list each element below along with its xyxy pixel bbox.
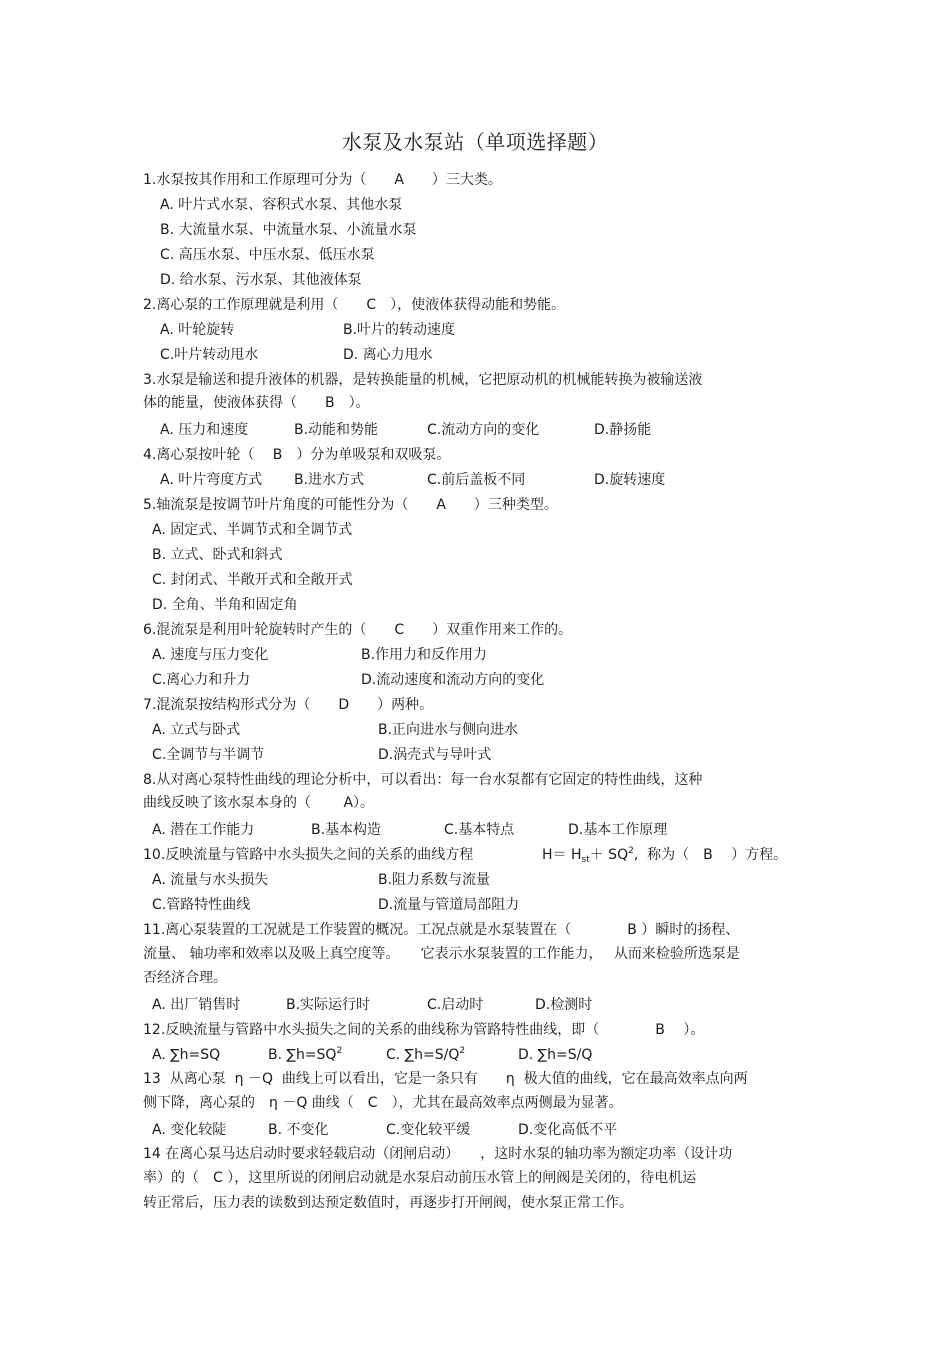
option-d: D.静扬能 xyxy=(594,422,652,438)
question-stem-cont: 流量、 轴功率和效率以及吸上真空度等。 它表示水泵装置的工作能力， 从而来检验所选泵是 xyxy=(143,946,740,962)
option-c: C. 封闭式、半敞开式和全敞开式 xyxy=(152,572,353,588)
option-b: B.实际运行时 xyxy=(286,997,371,1013)
question-stem-cont: 转正常后，压力表的读数到达预定数值时，再逐步打开闸阀，使水泵正常工作。 xyxy=(143,1195,633,1211)
option-d: D.基本工作原理 xyxy=(568,822,668,838)
option-a: A. 叶片弯度方式 xyxy=(160,472,263,488)
question-stem: 12.反映流量与管路中水头损失之间的关系的曲线称为管路特性曲线，即（ B ）。 xyxy=(143,1022,705,1038)
option-c xyxy=(386,1046,465,1066)
question-stem: 14 在离心泵马达启动时要求轻载启动（闭闸启动） ，这时水泵的轴功率为额定功率（设计功 xyxy=(143,1146,733,1162)
option-d: D.流量与管道局部阻力 xyxy=(378,897,520,913)
question-stem: 1.水泵按其作用和工作原理可分为（ A ）三大类。 xyxy=(143,172,502,188)
option-b-sup: 2 xyxy=(336,1046,343,1056)
question-stem: 3.水泵是输送和提升液体的机器，是转换能量的机械，它把原动机的机械能转换为被输送液 xyxy=(143,372,703,388)
option-b: B. 大流量水泵、中流量水泵、小流量水泵 xyxy=(160,222,417,238)
question-stem-cont: 侧下降，离心泵的 η －Q 曲线（ C ），尤其在最高效率点两侧最为显著。 xyxy=(143,1095,623,1111)
option-d: D.检测时 xyxy=(535,997,593,1013)
option-b xyxy=(268,1046,342,1066)
formula xyxy=(542,846,787,866)
option-c-sup: 2 xyxy=(459,1046,466,1056)
option-c: C.流动方向的变化 xyxy=(427,422,540,438)
option-a: A. 固定式、半调节式和全调节式 xyxy=(152,522,353,538)
formula-sub: st xyxy=(581,855,590,865)
option-b: B.动能和势能 xyxy=(294,422,379,438)
option-b: B.基本构造 xyxy=(311,822,382,838)
formula-plus: ＋ SQ xyxy=(589,847,629,863)
option-c: C.前后盖板不同 xyxy=(427,472,526,488)
option-d: D. ∑h=S/Q xyxy=(518,1047,593,1063)
option-c-text: C. ∑h=S/Q xyxy=(386,1047,460,1063)
question-stem: 13 从离心泵 η －Q 曲线上可以看出，它是一条只有 η 极大值的曲线，它在最高效率点向两 xyxy=(143,1071,748,1087)
question-stem-post: , 称为（ B ）方程。 xyxy=(633,847,788,863)
option-b: B.正向进水与侧向进水 xyxy=(378,722,519,738)
option-c: C.变化较平缓 xyxy=(386,1122,471,1138)
option-d: D. 给水泵、污水泵、其他液体泵 xyxy=(160,272,362,288)
option-d: D.旋转速度 xyxy=(594,472,666,488)
option-a: A. 压力和速度 xyxy=(160,422,249,438)
option-a: A. 叶轮旋转 xyxy=(160,322,235,338)
question-stem: 4.离心泵按叶轮（ B ）分为单吸泵和双吸泵。 xyxy=(143,447,451,463)
formula-sup: 2 xyxy=(628,846,634,856)
option-c: C.离心力和升力 xyxy=(152,672,251,688)
question-stem: 5.轴流泵是按调节叶片角度的可能性分为（ A ）三种类型。 xyxy=(143,497,558,513)
question-stem-cont: 率）的（ C ），这里所说的闭闸启动就是水泵启动前压水管上的闸阀是关闭的，待电机运 xyxy=(143,1170,697,1186)
option-a: A. 流量与水头损失 xyxy=(152,872,269,888)
question-stem-cont: 体的能量，使液体获得（ B ）。 xyxy=(143,395,370,411)
option-c: C. 高压水泵、中压水泵、低压水泵 xyxy=(160,247,375,263)
option-d: D.变化高低不平 xyxy=(518,1122,618,1138)
option-b: B. 不变化 xyxy=(268,1122,329,1138)
question-stem: 10.反映流量与管路中水头损失之间的关系的曲线方程 xyxy=(143,847,474,863)
option-a: A. 叶片式水泵、容积式水泵、其他水泵 xyxy=(160,197,403,213)
option-a: A. 潜在工作能力 xyxy=(152,822,255,838)
question-stem-cont: 曲线反映了该水泵本身的（ A）。 xyxy=(143,795,375,811)
question-stem: 2.离心泵的工作原理就是利用（ C ），使液体获得动能和势能。 xyxy=(143,297,566,313)
option-b: B.叶片的转动速度 xyxy=(343,322,456,338)
option-b: B.作用力和反作用力 xyxy=(361,647,488,663)
option-c: C.基本特点 xyxy=(444,822,515,838)
option-b: B.阻力系数与流量 xyxy=(378,872,491,888)
question-stem: 6.混流泵是利用叶轮旋转时产生的（ C ）双重作用来工作的。 xyxy=(143,622,573,638)
option-a: A. 出厂销售时 xyxy=(152,997,241,1013)
option-c: C.管路特性曲线 xyxy=(152,897,251,913)
document-title: 水泵及水泵站（单项选择题） xyxy=(341,130,609,154)
question-stem: 7.混流泵按结构形式分为（ D ）两种。 xyxy=(143,697,434,713)
formula-h: H＝ H xyxy=(542,847,582,863)
question-stem-cont: 否经济合理。 xyxy=(143,970,227,986)
option-b-text: B. ∑h=SQ xyxy=(268,1047,337,1063)
option-a: A. 速度与压力变化 xyxy=(152,647,269,663)
option-a: A. ∑h=SQ xyxy=(152,1047,221,1063)
option-d: D. 全角、半角和固定角 xyxy=(152,597,298,613)
option-b: B.进水方式 xyxy=(294,472,365,488)
option-a: A. 立式与卧式 xyxy=(152,722,241,738)
question-stem: 8.从对离心泵特性曲线的理论分析中，可以看出：每一台水泵都有它固定的特性曲线，这种 xyxy=(143,772,703,788)
option-b: B. 立式、卧式和斜式 xyxy=(152,547,283,563)
option-c: C.叶片转动甩水 xyxy=(160,347,259,363)
option-d: D. 离心力甩水 xyxy=(343,347,433,363)
option-c: C.全调节与半调节 xyxy=(152,747,265,763)
option-d: D.涡壳式与导叶式 xyxy=(378,747,492,763)
option-a: A. 变化较陡 xyxy=(152,1122,227,1138)
question-stem: 11.离心泵装置的工况就是工作装置的概况。工况点就是水泵装置在（ B ）瞬时的扬程、 xyxy=(143,922,740,938)
option-c: C.启动时 xyxy=(427,997,484,1013)
option-d: D.流动速度和流动方向的变化 xyxy=(361,672,545,688)
